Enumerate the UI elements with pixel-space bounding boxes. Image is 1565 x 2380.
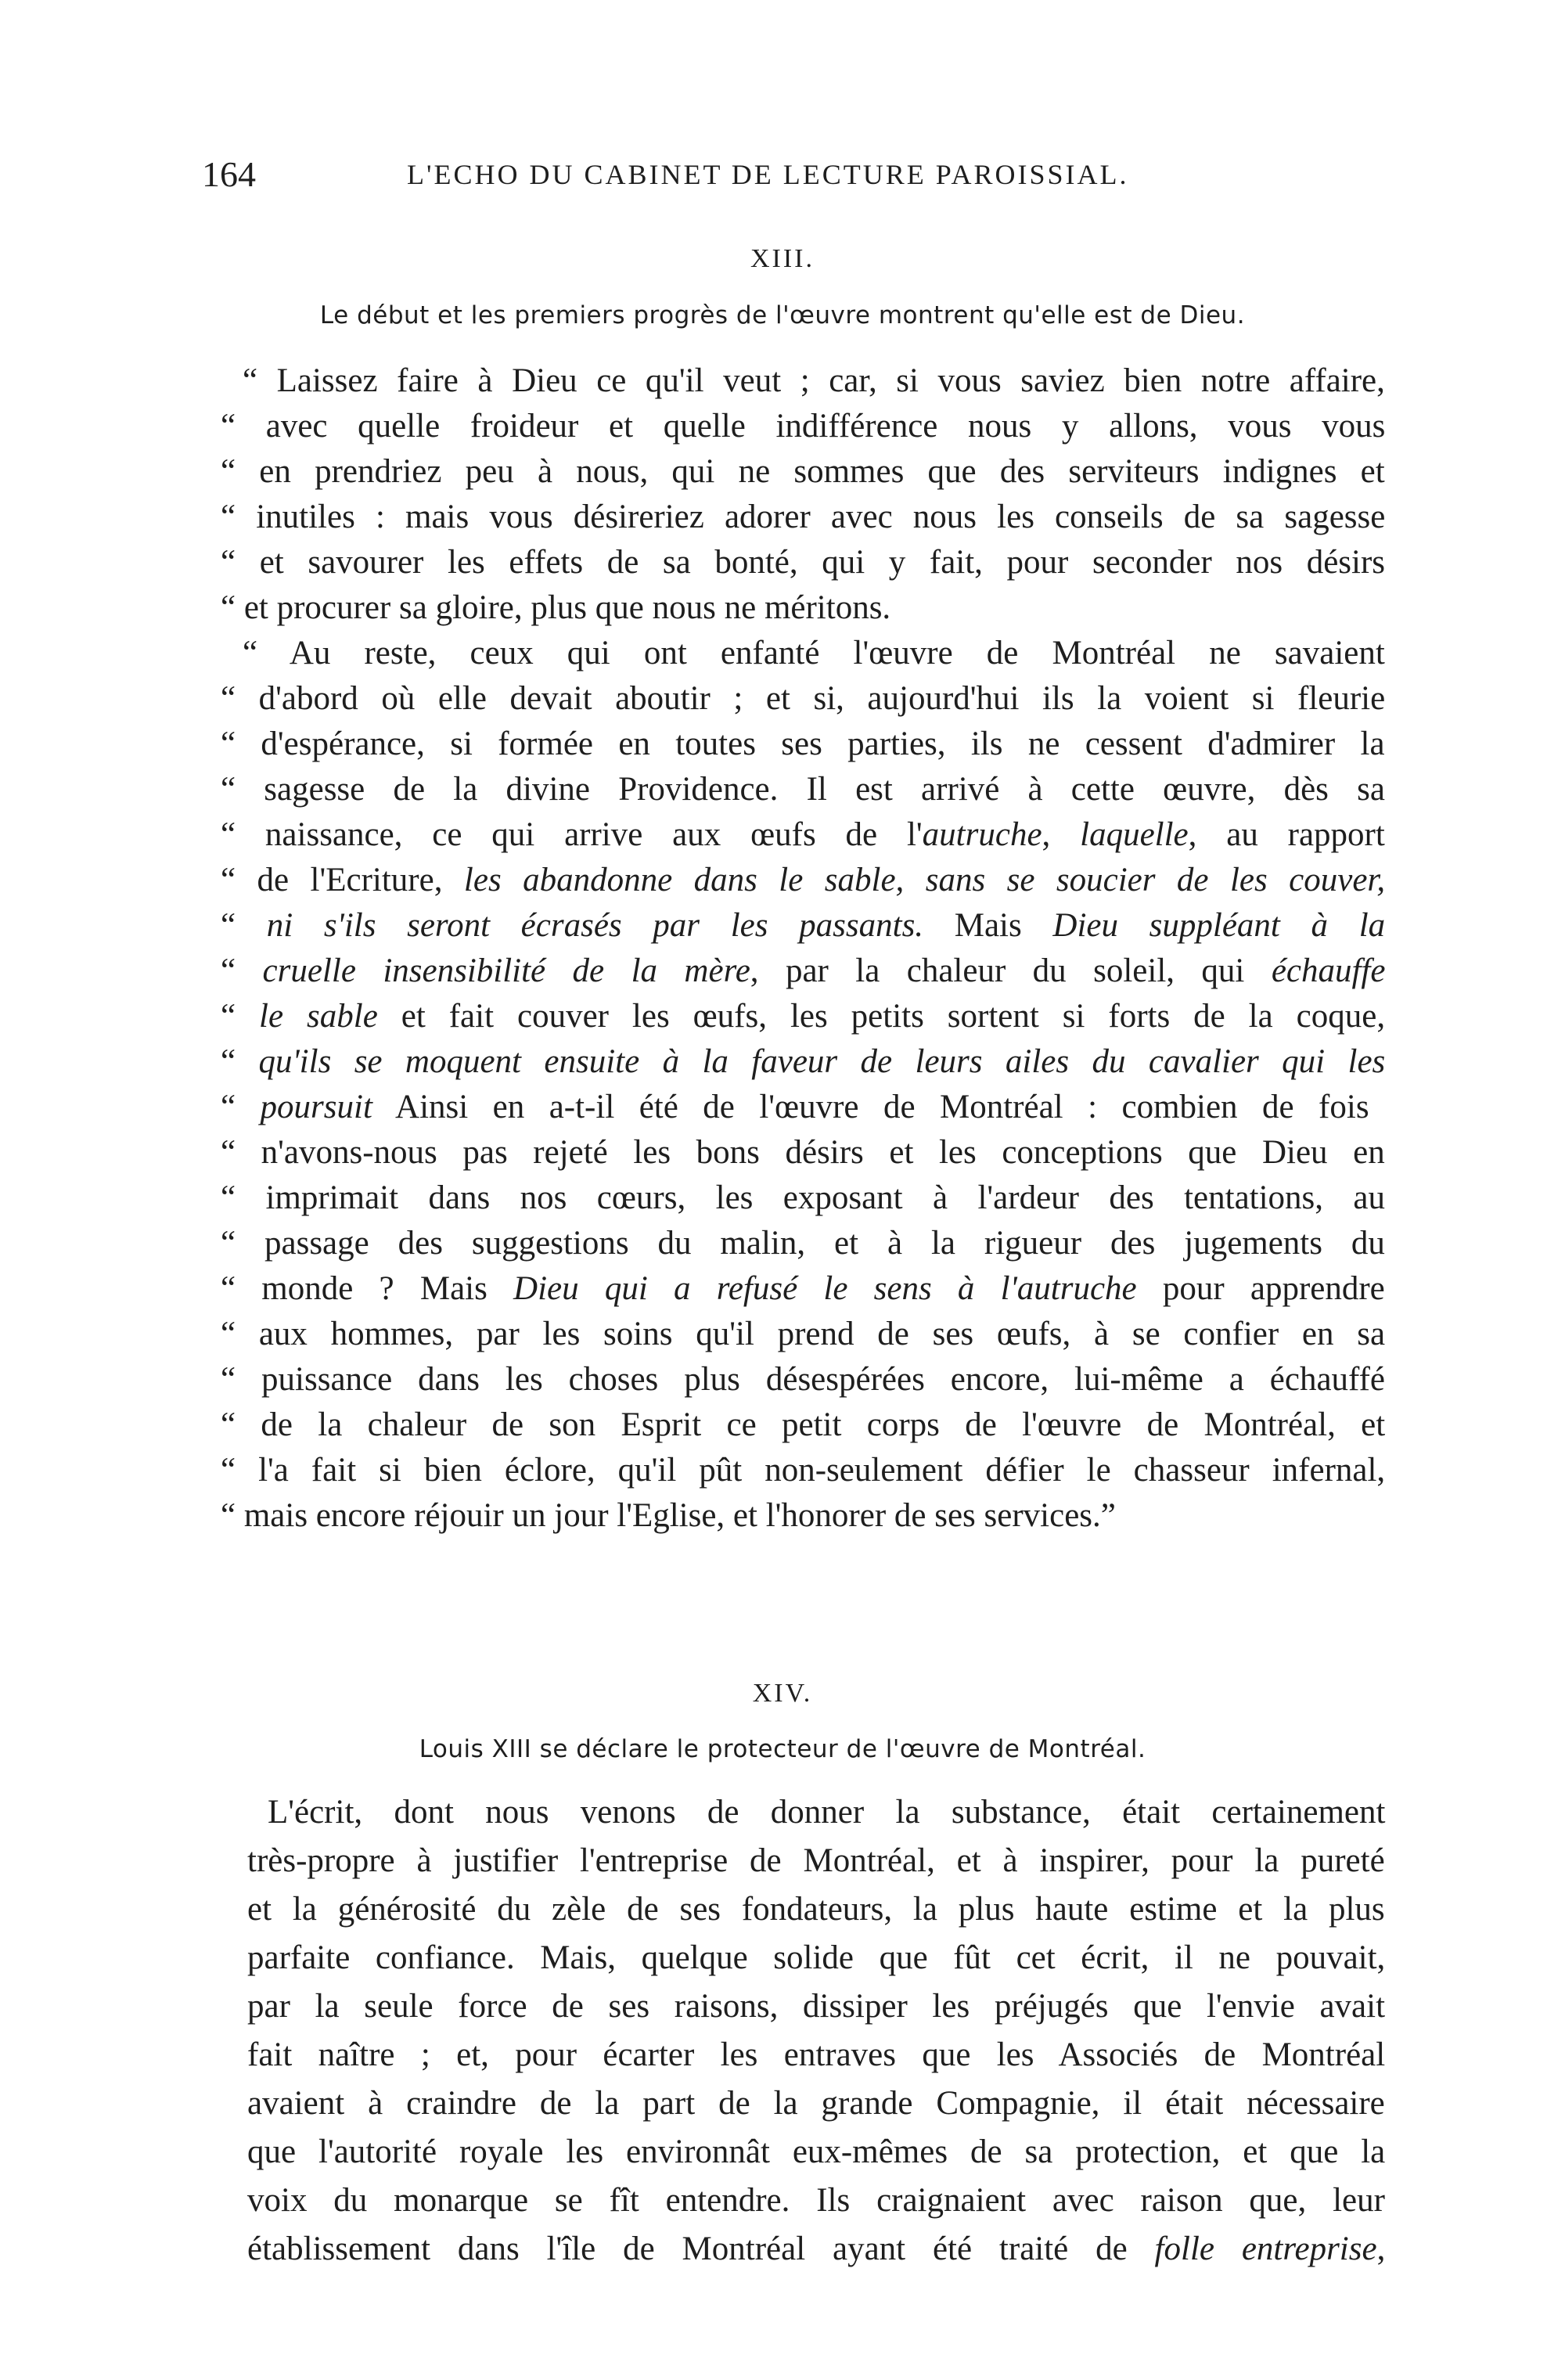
italic-text: Dieu suppléant à la — [1052, 907, 1386, 944]
quote_lines-line — [221, 1448, 1385, 1493]
quote_lines-line — [221, 1176, 1385, 1221]
body_lines-line — [247, 2178, 1385, 2223]
quote_lines-line — [221, 722, 1385, 767]
text-run: , au rapport — [1188, 816, 1385, 853]
body_lines-line — [247, 2227, 1385, 2272]
quote_lines-line — [221, 449, 1385, 495]
text-run: et la générosité du zèle de ses fondateurs, la plus haute estime et la plus — [247, 1891, 1385, 1928]
italic-text: le sable — [259, 998, 378, 1035]
italic-text: Dieu qui a refusé le sens à l'autruche — [513, 1270, 1137, 1307]
text-run: “ aux hommes, par les soins qu'il prend de ses œufs, à se confier en sa — [221, 1316, 1386, 1352]
italic-text: poursuit — [260, 1089, 372, 1125]
section-numeral-xiv: XIV. — [752, 1679, 813, 1708]
text-run: “ et savourer les effets de sa bonté, qui y fait, pour seconder nos désirs — [221, 544, 1386, 581]
page-header — [202, 153, 1423, 200]
text-run: voix du monarque se fît entendre. Ils craignaient avec raison que, leur — [247, 2182, 1385, 2219]
italic-text: ni s'ils seront écrasés par les passants. — [266, 907, 924, 944]
italic-text: les abandonne dans le sable, sans se soucier de les couver, — [463, 862, 1386, 898]
quote_lines-line — [221, 949, 1385, 994]
quote_lines-line — [221, 1402, 1385, 1448]
text-run: fait naître ; et, pour écarter les entraves que les Associés de Montréal — [247, 2036, 1386, 2073]
quote_lines-line — [221, 1493, 1116, 1539]
text-run: établissement dans l'île de Montréal ayant été traité de — [247, 2231, 1155, 2267]
quote_lines-line — [221, 676, 1385, 722]
quote_lines-line — [221, 1357, 1385, 1402]
text-run: “ naissance, ce qui arrive aux œufs de l' — [221, 816, 923, 853]
text-run: “ passage des suggestions du malin, et à la rigueur des jugements du — [221, 1225, 1385, 1262]
page-number: 164 — [202, 154, 256, 194]
text-run: “ puissance dans les choses plus désespérées encore, lui-même a échauffé — [221, 1361, 1386, 1398]
section-title-xiii: Le début et les premiers progrès de l'œuvre montrent qu'elle est de Dieu. — [319, 301, 1246, 329]
italic-text: autruche — [922, 816, 1042, 853]
text-run: “ — [221, 998, 260, 1035]
text-run: “ — [221, 1089, 261, 1125]
quote_lines-line — [221, 994, 1385, 1039]
quote_lines-line — [221, 767, 1385, 812]
text-run: “ en prendriez peu à nous, qui ne sommes que des serviteurs indignes et — [221, 453, 1385, 490]
italic-text: laquelle — [1080, 816, 1189, 853]
italic-text: cruelle insensibilité de la mère — [262, 952, 750, 989]
text-run: Ainsi en a-t-il été de l'œuvre de Montréal : combien de fois — [372, 1089, 1369, 1125]
italic-text: échauffe — [1271, 952, 1386, 989]
text-run: “ sagesse de la divine Providence. Il est arrivé à cette œuvre, dès sa — [221, 771, 1385, 808]
quote_lines-line — [243, 631, 1385, 676]
text-run: “ l'a fait si bien éclore, qu'il pût non-seulement défier le chasseur infernal, — [221, 1452, 1386, 1489]
text-run: “ — [221, 907, 267, 944]
text-run: “ d'abord où elle devait aboutir ; et si, aujourd'hui ils la voient si fleurie — [221, 680, 1386, 717]
quote_lines-line — [221, 1266, 1385, 1312]
text-run: “ — [221, 952, 263, 989]
body_lines-line — [247, 1984, 1385, 2029]
quote_lines-line — [221, 540, 1385, 585]
quote_lines-line — [221, 404, 1385, 449]
section-title-xiv: Louis XIII se déclare le protecteur de l'œuvre de Montréal. — [419, 1735, 1146, 1763]
body_lines-line — [247, 1935, 1385, 1981]
quote_lines-line — [221, 1221, 1385, 1266]
body_lines-line — [247, 1887, 1385, 1932]
text-run: “ de l'Ecriture, — [221, 862, 464, 898]
running-title: L'ECHO DU CABINET DE LECTURE PAROISSIAL. — [407, 159, 1129, 190]
italic-text: folle entreprise — [1154, 2231, 1377, 2267]
body_lines-line — [247, 2033, 1385, 2078]
text-run: “ inutiles : mais vous désireriez adorer avec nous les conseils de sa sagesse — [221, 499, 1386, 535]
text-run: “ et procurer sa gloire, plus que nous ne méritons. — [221, 589, 891, 626]
text-run: très-propre à justifier l'entreprise de Montréal, et à inspirer, pour la pureté — [247, 1842, 1385, 1879]
text-run: “ — [221, 1043, 259, 1080]
text-run: , par la chaleur du soleil, qui — [750, 952, 1272, 989]
text-run: Mais — [923, 907, 1053, 944]
text-run: “ d'espérance, si formée en toutes ses parties, ils ne cessent d'admirer la — [221, 726, 1385, 762]
text-run: “ de la chaleur de son Esprit ce petit corps de l'œuvre de Montréal, et — [221, 1406, 1386, 1443]
body_lines-line — [247, 2130, 1385, 2175]
text-run: que l'autorité royale les environnât eux-mêmes de sa protection, et que la — [247, 2133, 1386, 2170]
text-run: “ monde ? Mais — [221, 1270, 514, 1307]
text-run: et fait couver les œufs, les petits sortent si forts de la coque, — [377, 998, 1386, 1035]
quote_lines-line — [221, 1312, 1385, 1357]
quote_lines-line — [221, 903, 1385, 949]
body_lines-line — [247, 1838, 1385, 1884]
text-run: avaient à craindre de la part de la grande Compagnie, il était nécessaire — [247, 2085, 1385, 2122]
text-run: pour apprendre — [1136, 1270, 1385, 1307]
quote_lines-line — [221, 1085, 1369, 1130]
body_lines-line — [268, 1790, 1385, 1835]
quote_lines-line — [221, 1039, 1385, 1085]
text-run: , — [1042, 816, 1081, 853]
text-run: “ mais encore réjouir un jour l'Eglise, et l'honorer de ses services.” — [221, 1497, 1116, 1534]
text-run: par la seule force de ses raisons, dissiper les préjugés que l'envie avait — [247, 1988, 1386, 2025]
body_lines-line — [247, 2081, 1385, 2126]
text-run: “ Au reste, ceux qui ont enfanté l'œuvre de Montréal ne savaient — [243, 635, 1385, 672]
quote_lines-line — [243, 358, 1385, 404]
text-run: , — [1376, 2231, 1386, 2267]
quote_lines-line — [221, 585, 890, 631]
quote_lines-line — [221, 495, 1385, 540]
text-run: “ imprimait dans nos cœurs, les exposant à l'ardeur des tentations, au — [221, 1179, 1386, 1216]
text-run: “ Laissez faire à Dieu ce qu'il veut ; car, si vous saviez bien notre affaire, — [243, 362, 1385, 399]
quote_lines-line — [221, 812, 1385, 858]
section-numeral-xiii: XIII. — [750, 244, 815, 273]
italic-text: qu'ils se moquent ensuite à la faveur de leurs ailes du cavalier qui les — [258, 1043, 1386, 1080]
quote_lines-line — [221, 1130, 1385, 1176]
text-run: “ n'avons-nous pas rejeté les bons désirs et les conceptions que Dieu en — [221, 1134, 1385, 1171]
text-run: L'écrit, dont nous venons de donner la substance, était certainement — [268, 1794, 1386, 1831]
text-run: “ avec quelle froideur et quelle indifférence nous y allons, vous vous — [221, 408, 1386, 445]
text-run: parfaite confiance. Mais, quelque solide que fût cet écrit, il ne pouvait, — [247, 1939, 1386, 1976]
quote_lines-line — [221, 858, 1385, 903]
